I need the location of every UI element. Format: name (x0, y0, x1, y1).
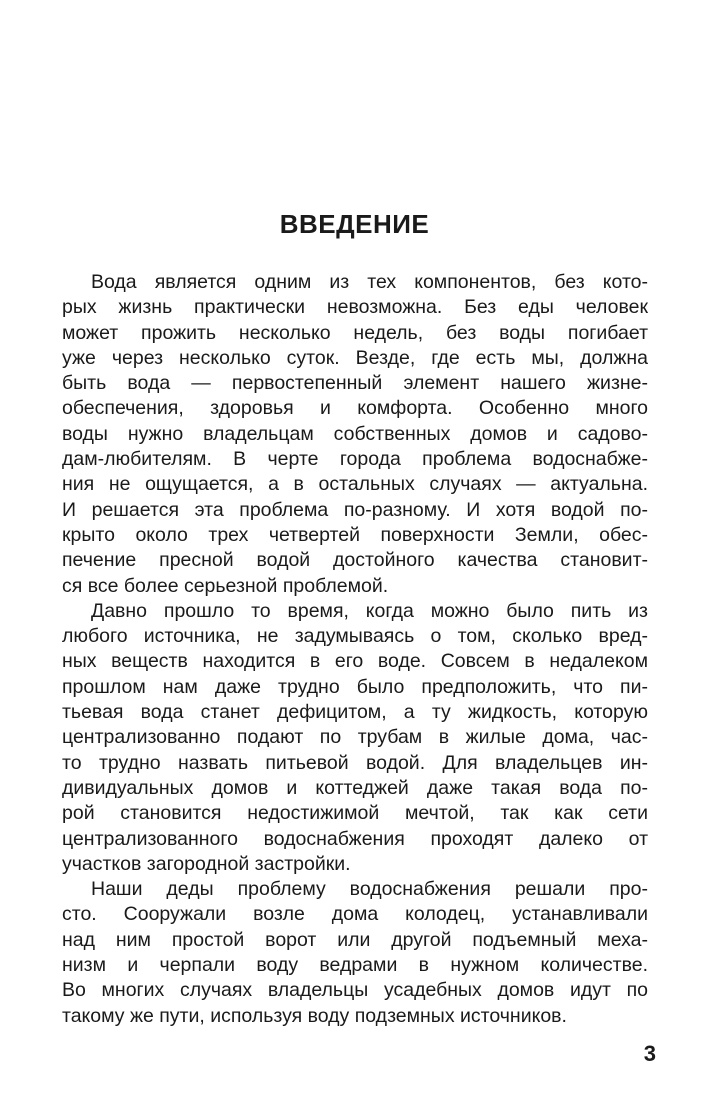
paragraph-3 (62, 877, 648, 1029)
text-line: рых жизнь практически невозможна. Без еды человек (62, 296, 648, 319)
text-line: централизованно подают по трубам в жилые дома, час- (62, 726, 648, 749)
text-line: сто. Сооружали возле дома колодец, устанавливали (62, 903, 648, 926)
text-line: участков загородной застройки. (62, 852, 351, 875)
text-line: ния не ощущается, а в остальных случаях — актуальна. (62, 473, 648, 496)
text-line: то трудно назвать питьевой водой. Для владельцев ин- (62, 751, 648, 774)
text-line: низм и черпали воду ведрами в нужном количестве. (62, 954, 648, 977)
text-line: дивидуальных домов и коттеджей даже такая вода по- (62, 776, 648, 799)
text-line: прошлом нам даже трудно было предположить, что пи- (62, 675, 648, 698)
text-line: централизованного водоснабжения проходят далеко от (62, 827, 648, 850)
text-line: быть вода — первостепенный элемент нашего жизне- (62, 372, 648, 395)
text-line: И решается эта проблема по-разному. И хотя водой по- (62, 498, 648, 521)
body-text (62, 270, 648, 1029)
text-line: ных веществ находится в его воде. Совсем в недалеком (62, 650, 648, 673)
text-line: крыто около трех четвертей поверхности Земли, обес- (62, 523, 648, 546)
page-number: 3 (643, 1041, 656, 1066)
text-line: любого источника, не задумываясь о том, сколько вред- (62, 625, 648, 648)
text-line: печение пресной водой достойного качества становит- (62, 549, 648, 572)
text-line: тьевая вода станет дефицитом, а ту жидкость, которую (62, 701, 648, 724)
text-line: дам-любителям. В черте города проблема водоснабже- (62, 448, 648, 471)
paragraph-2 (62, 599, 648, 877)
text-line: Во многих случаях владельцы усадебных домов идут по (62, 979, 648, 1002)
text-line: Вода является одним из тех компонентов, без кото- (91, 271, 648, 293)
text-line: ся все более серьезной проблемой. (62, 574, 389, 597)
chapter-heading: ВВЕДЕНИЕ (279, 209, 430, 239)
text-line: такому же пути, используя воду подземных источников. (62, 1004, 567, 1027)
text-line: уже через несколько суток. Везде, где есть мы, должна (62, 346, 648, 369)
text-line: воды нужно владельцам собственных домов и садово- (62, 422, 648, 445)
text-line: обеспечения, здоровья и комфорта. Особенно много (62, 397, 648, 420)
text-line: над ним простой ворот или другой подъемный меха- (62, 928, 648, 951)
text-line: рой становится недостижимой мечтой, так как сети (62, 802, 648, 825)
text-line: Наши деды проблему водоснабжения решали про- (91, 878, 648, 901)
text-line: Давно прошло то время, когда можно было пить из (91, 599, 648, 622)
text-line: может прожить несколько недель, без воды погибает (62, 321, 648, 344)
paragraph-1 (62, 270, 648, 599)
